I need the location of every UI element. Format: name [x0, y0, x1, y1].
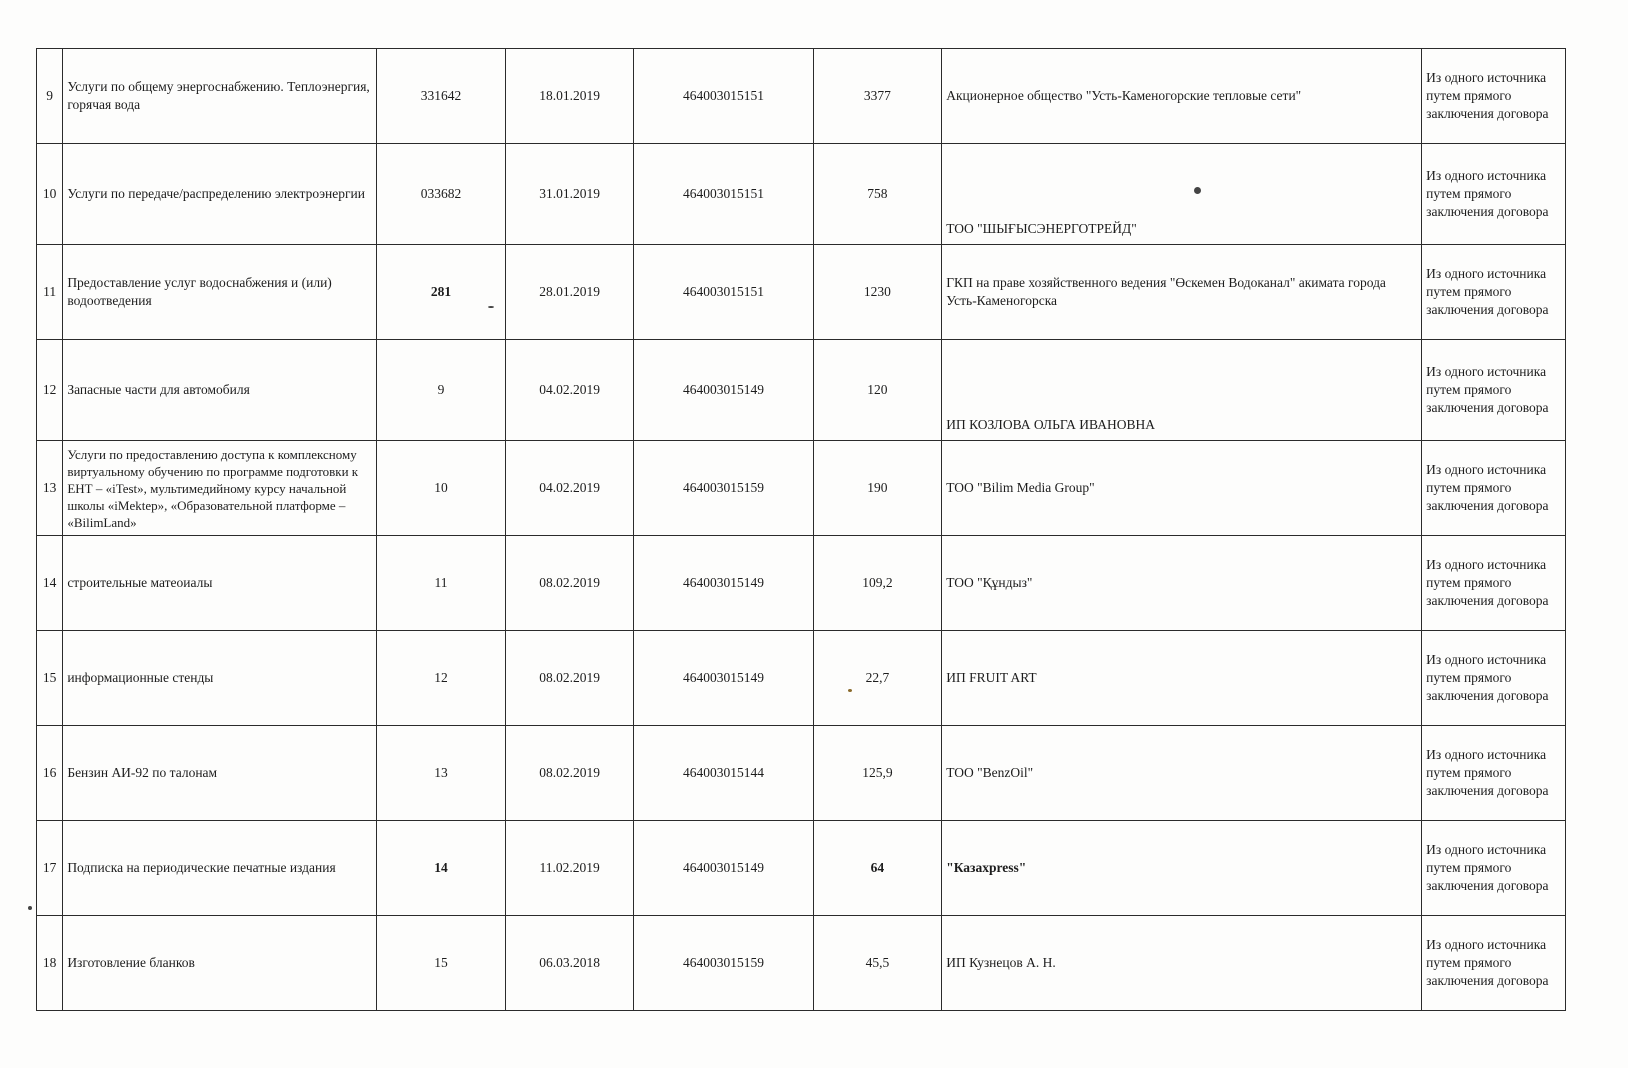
supplier: ТОО "BenzOil": [942, 726, 1422, 821]
contract-date: 28.01.2019: [505, 245, 634, 340]
budget-code: 464003015149: [634, 631, 813, 726]
procurement-table: [36, 48, 1566, 1011]
contract-number: 15: [377, 916, 506, 1011]
amount: 64: [813, 821, 942, 916]
scan-speck: [28, 906, 32, 910]
scan-speck: [1194, 187, 1201, 194]
item-name: Изготовление бланков: [63, 916, 377, 1011]
budget-code: 464003015151: [634, 245, 813, 340]
contract-number: 11: [377, 536, 506, 631]
supplier: ИП Кузнецов А. Н.: [942, 916, 1422, 1011]
row-number: 14: [37, 536, 63, 631]
supplier: ИП КОЗЛОВА ОЛЬГА ИВАНОВНА: [942, 340, 1422, 441]
contract-number: 331642: [377, 49, 506, 144]
amount: 22,7: [813, 631, 942, 726]
procurement-method: Из одного источника путем прямого заключения договора: [1422, 340, 1566, 441]
procurement-method: Из одного источника путем прямого заключения договора: [1422, 49, 1566, 144]
budget-code: 464003015151: [634, 49, 813, 144]
budget-code: 464003015151: [634, 144, 813, 245]
procurement-method: Из одного источника путем прямого заключения договора: [1422, 726, 1566, 821]
procurement-method: Из одного источника путем прямого заключения договора: [1422, 144, 1566, 245]
amount: 45,5: [813, 916, 942, 1011]
contract-number: 12: [377, 631, 506, 726]
contract-date: 08.02.2019: [505, 726, 634, 821]
table-row: [37, 631, 1566, 726]
budget-code: 464003015144: [634, 726, 813, 821]
row-number: 18: [37, 916, 63, 1011]
table-row: [37, 536, 1566, 631]
amount: 1230: [813, 245, 942, 340]
contract-number: 10: [377, 441, 506, 536]
row-number: 13: [37, 441, 63, 536]
table-row: [37, 340, 1566, 441]
item-name: информационные стенды: [63, 631, 377, 726]
contract-date: 04.02.2019: [505, 441, 634, 536]
supplier: Акционерное общество "Усть-Каменогорские тепловые сети": [942, 49, 1422, 144]
table-row: [37, 245, 1566, 340]
contract-date: 06.03.2018: [505, 916, 634, 1011]
row-number: 15: [37, 631, 63, 726]
table-row: [37, 821, 1566, 916]
scan-speck: [848, 689, 852, 692]
contract-date: 08.02.2019: [505, 536, 634, 631]
procurement-method: Из одного источника путем прямого заключения договора: [1422, 245, 1566, 340]
budget-code: 464003015159: [634, 441, 813, 536]
row-number: 12: [37, 340, 63, 441]
item-name: Запасные части для автомобиля: [63, 340, 377, 441]
item-name: Предоставление услуг водоснабжения и (или) водоотведения: [63, 245, 377, 340]
contract-number: 13: [377, 726, 506, 821]
row-number: 16: [37, 726, 63, 821]
amount: 758: [813, 144, 942, 245]
contract-number: 14: [377, 821, 506, 916]
contract-date: 18.01.2019: [505, 49, 634, 144]
item-name: Услуги по передаче/распределению электроэнергии: [63, 144, 377, 245]
table-row: [37, 49, 1566, 144]
row-number: 9: [37, 49, 63, 144]
procurement-method: Из одного источника путем прямого заключения договора: [1422, 916, 1566, 1011]
amount: 3377: [813, 49, 942, 144]
contract-date: 31.01.2019: [505, 144, 634, 245]
procurement-method: Из одного источника путем прямого заключения договора: [1422, 441, 1566, 536]
contract-number: 9: [377, 340, 506, 441]
table-row: [37, 144, 1566, 245]
contract-date: 04.02.2019: [505, 340, 634, 441]
table-row: [37, 726, 1566, 821]
row-number: 11: [37, 245, 63, 340]
supplier: ИП FRUIT ART: [942, 631, 1422, 726]
item-name: Услуги по предоставлению доступа к комплексному виртуальному обучению по программе подготовки к ЕНТ – «iTest», мультимедийному курсу начальной школы «iMektep», «Образовательной платформе – «BilimLand»: [63, 441, 377, 536]
contract-date: 08.02.2019: [505, 631, 634, 726]
contract-number: 033682: [377, 144, 506, 245]
budget-code: 464003015149: [634, 821, 813, 916]
budget-code: 464003015159: [634, 916, 813, 1011]
item-name: Подписка на периодические печатные издания: [63, 821, 377, 916]
budget-code: 464003015149: [634, 536, 813, 631]
item-name: Услуги по общему энергоснабжению. Теплоэнергия, горячая вода: [63, 49, 377, 144]
contract-number: 281: [377, 245, 506, 340]
supplier: ГКП на праве хозяйственного ведения "Өскемен Водоканал" акимата города Усть-Каменогорска: [942, 245, 1422, 340]
supplier: ТОО "ШЫҒЫСЭНЕРГОТРЕЙД": [942, 144, 1422, 245]
supplier: ТОО "Құндыз": [942, 536, 1422, 631]
supplier: ТОО "Bilim Media Group": [942, 441, 1422, 536]
procurement-method: Из одного источника путем прямого заключения договора: [1422, 821, 1566, 916]
procurement-method: Из одного источника путем прямого заключения договора: [1422, 536, 1566, 631]
item-name: Бензин АИ-92 по талонам: [63, 726, 377, 821]
supplier: "Казахpress": [942, 821, 1422, 916]
amount: 125,9: [813, 726, 942, 821]
table-row: [37, 916, 1566, 1011]
procurement-method: Из одного источника путем прямого заключения договора: [1422, 631, 1566, 726]
item-name: строительные матеоиалы: [63, 536, 377, 631]
table-row: [37, 441, 1566, 536]
amount: 190: [813, 441, 942, 536]
scan-speck: [488, 306, 494, 308]
budget-code: 464003015149: [634, 340, 813, 441]
amount: 120: [813, 340, 942, 441]
row-number: 17: [37, 821, 63, 916]
row-number: 10: [37, 144, 63, 245]
amount: 109,2: [813, 536, 942, 631]
contract-date: 11.02.2019: [505, 821, 634, 916]
